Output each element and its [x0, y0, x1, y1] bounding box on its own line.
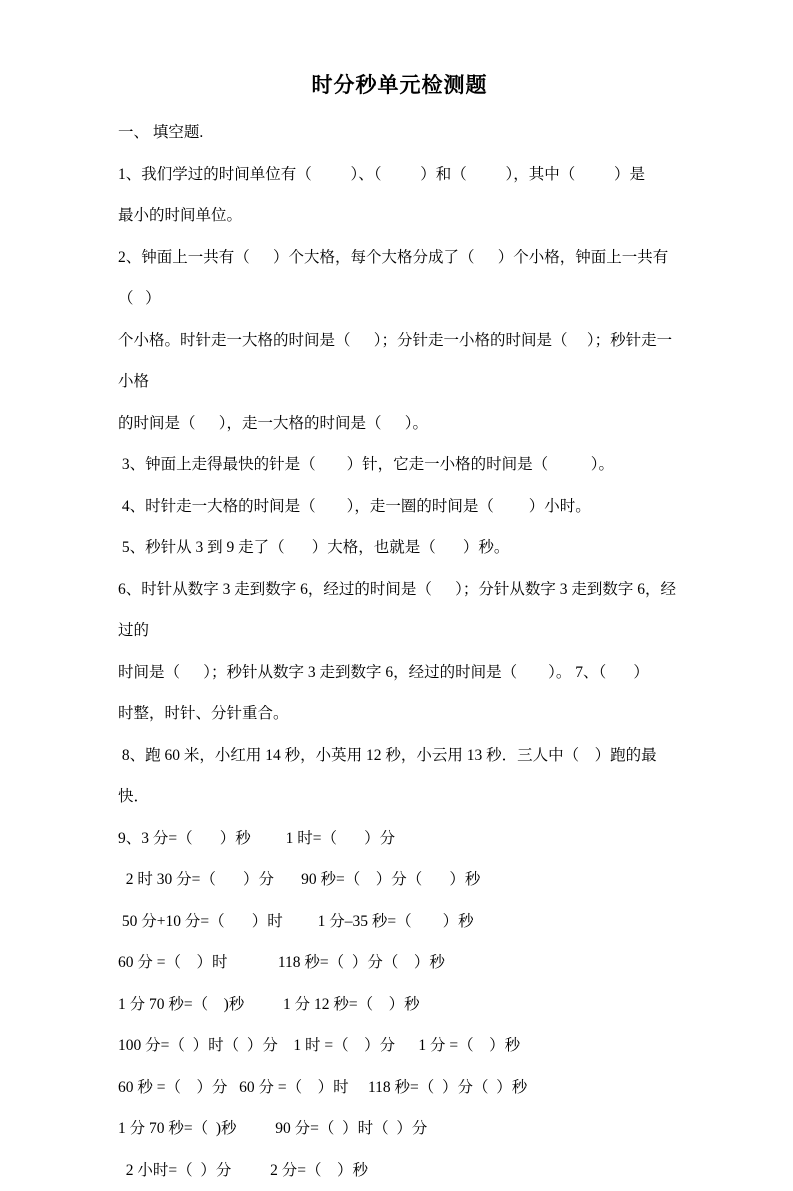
- worksheet-line-q9-row5: 1 分 70 秒=（ )秒 1 分 12 秒=（ ）秒: [118, 984, 681, 1026]
- worksheet-line-q2: 2、钟面上一共有（ ）个大格，每个大格分成了（ ）个小格，钟面上一共有（ ）: [118, 237, 681, 320]
- worksheet-line-q9-row3: 50 分+10 分=（ ）时 1 分–35 秒=（ ）秒: [118, 901, 681, 943]
- worksheet-line-q3: 3、钟面上走得最快的针是（ ）针，它走一小格的时间是（ ）。: [118, 444, 681, 486]
- worksheet-line-q4: 4、时针走一大格的时间是（ ），走一圈的时间是（ ）小时。: [118, 486, 681, 528]
- section-heading: 一、 填空题.: [118, 112, 681, 154]
- worksheet-line-q5: 5、秒针从 3 到 9 走了（ ）大格，也就是（ ）秒。: [118, 527, 681, 569]
- worksheet-line-q9-row7: 60 秒 =（ ）分 60 分 =（ ）时 118 秒=（ ）分（ ）秒: [118, 1067, 681, 1109]
- worksheet-line-q2-cont1: 个小格。时针走一大格的时间是（ ）；分针走一小格的时间是（ ）；秒针走一小格: [118, 320, 681, 403]
- worksheet-line-q9-row6: 100 分=（ ）时（ ）分 1 时 =（ ）分 1 分 =（ ）秒: [118, 1025, 681, 1067]
- worksheet-line-q8: 8、跑 60 米，小红用 14 秒，小英用 12 秒，小云用 13 秒．三人中（ ）跑的最快．: [118, 735, 681, 818]
- worksheet-line-q1: 1、我们学过的时间单位有（ ）、（ ）和（ ），其中（ ）是: [118, 154, 681, 196]
- worksheet-line-q6-cont1: 时间是（ ）；秒针从数字 3 走到数字 6，经过的时间是（ ）。 7、（ ）: [118, 652, 681, 694]
- page-title: 时分秒单元检测题: [118, 70, 681, 100]
- worksheet-line-q9-row1: 9、3 分=（ ）秒 1 时=（ ）分: [118, 818, 681, 860]
- worksheet-line-q9-row9: 2 小时=（ ）分 2 分=（ ）秒: [118, 1150, 681, 1191]
- worksheet-line-q9-row4: 60 分 =（ ）时 118 秒=（ ）分（ ）秒: [118, 942, 681, 984]
- worksheet-line-q9-row8: 1 分 70 秒=（ )秒 90 分=（ ）时（ ）分: [118, 1108, 681, 1150]
- worksheet-line-q2-cont2: 的时间是（ ），走一大格的时间是（ ）。: [118, 403, 681, 445]
- worksheet-line-q6: 6、时针从数字 3 走到数字 6，经过的时间是（ ）；分针从数字 3 走到数字 6，经过的: [118, 569, 681, 652]
- worksheet-line-q1-cont: 最小的时间单位。: [118, 195, 681, 237]
- worksheet-line-q9-row2: 2 时 30 分=（ ）分 90 秒=（ ）分（ ）秒: [118, 859, 681, 901]
- worksheet-line-q7-cont: 时整，时针、分针重合。: [118, 693, 681, 735]
